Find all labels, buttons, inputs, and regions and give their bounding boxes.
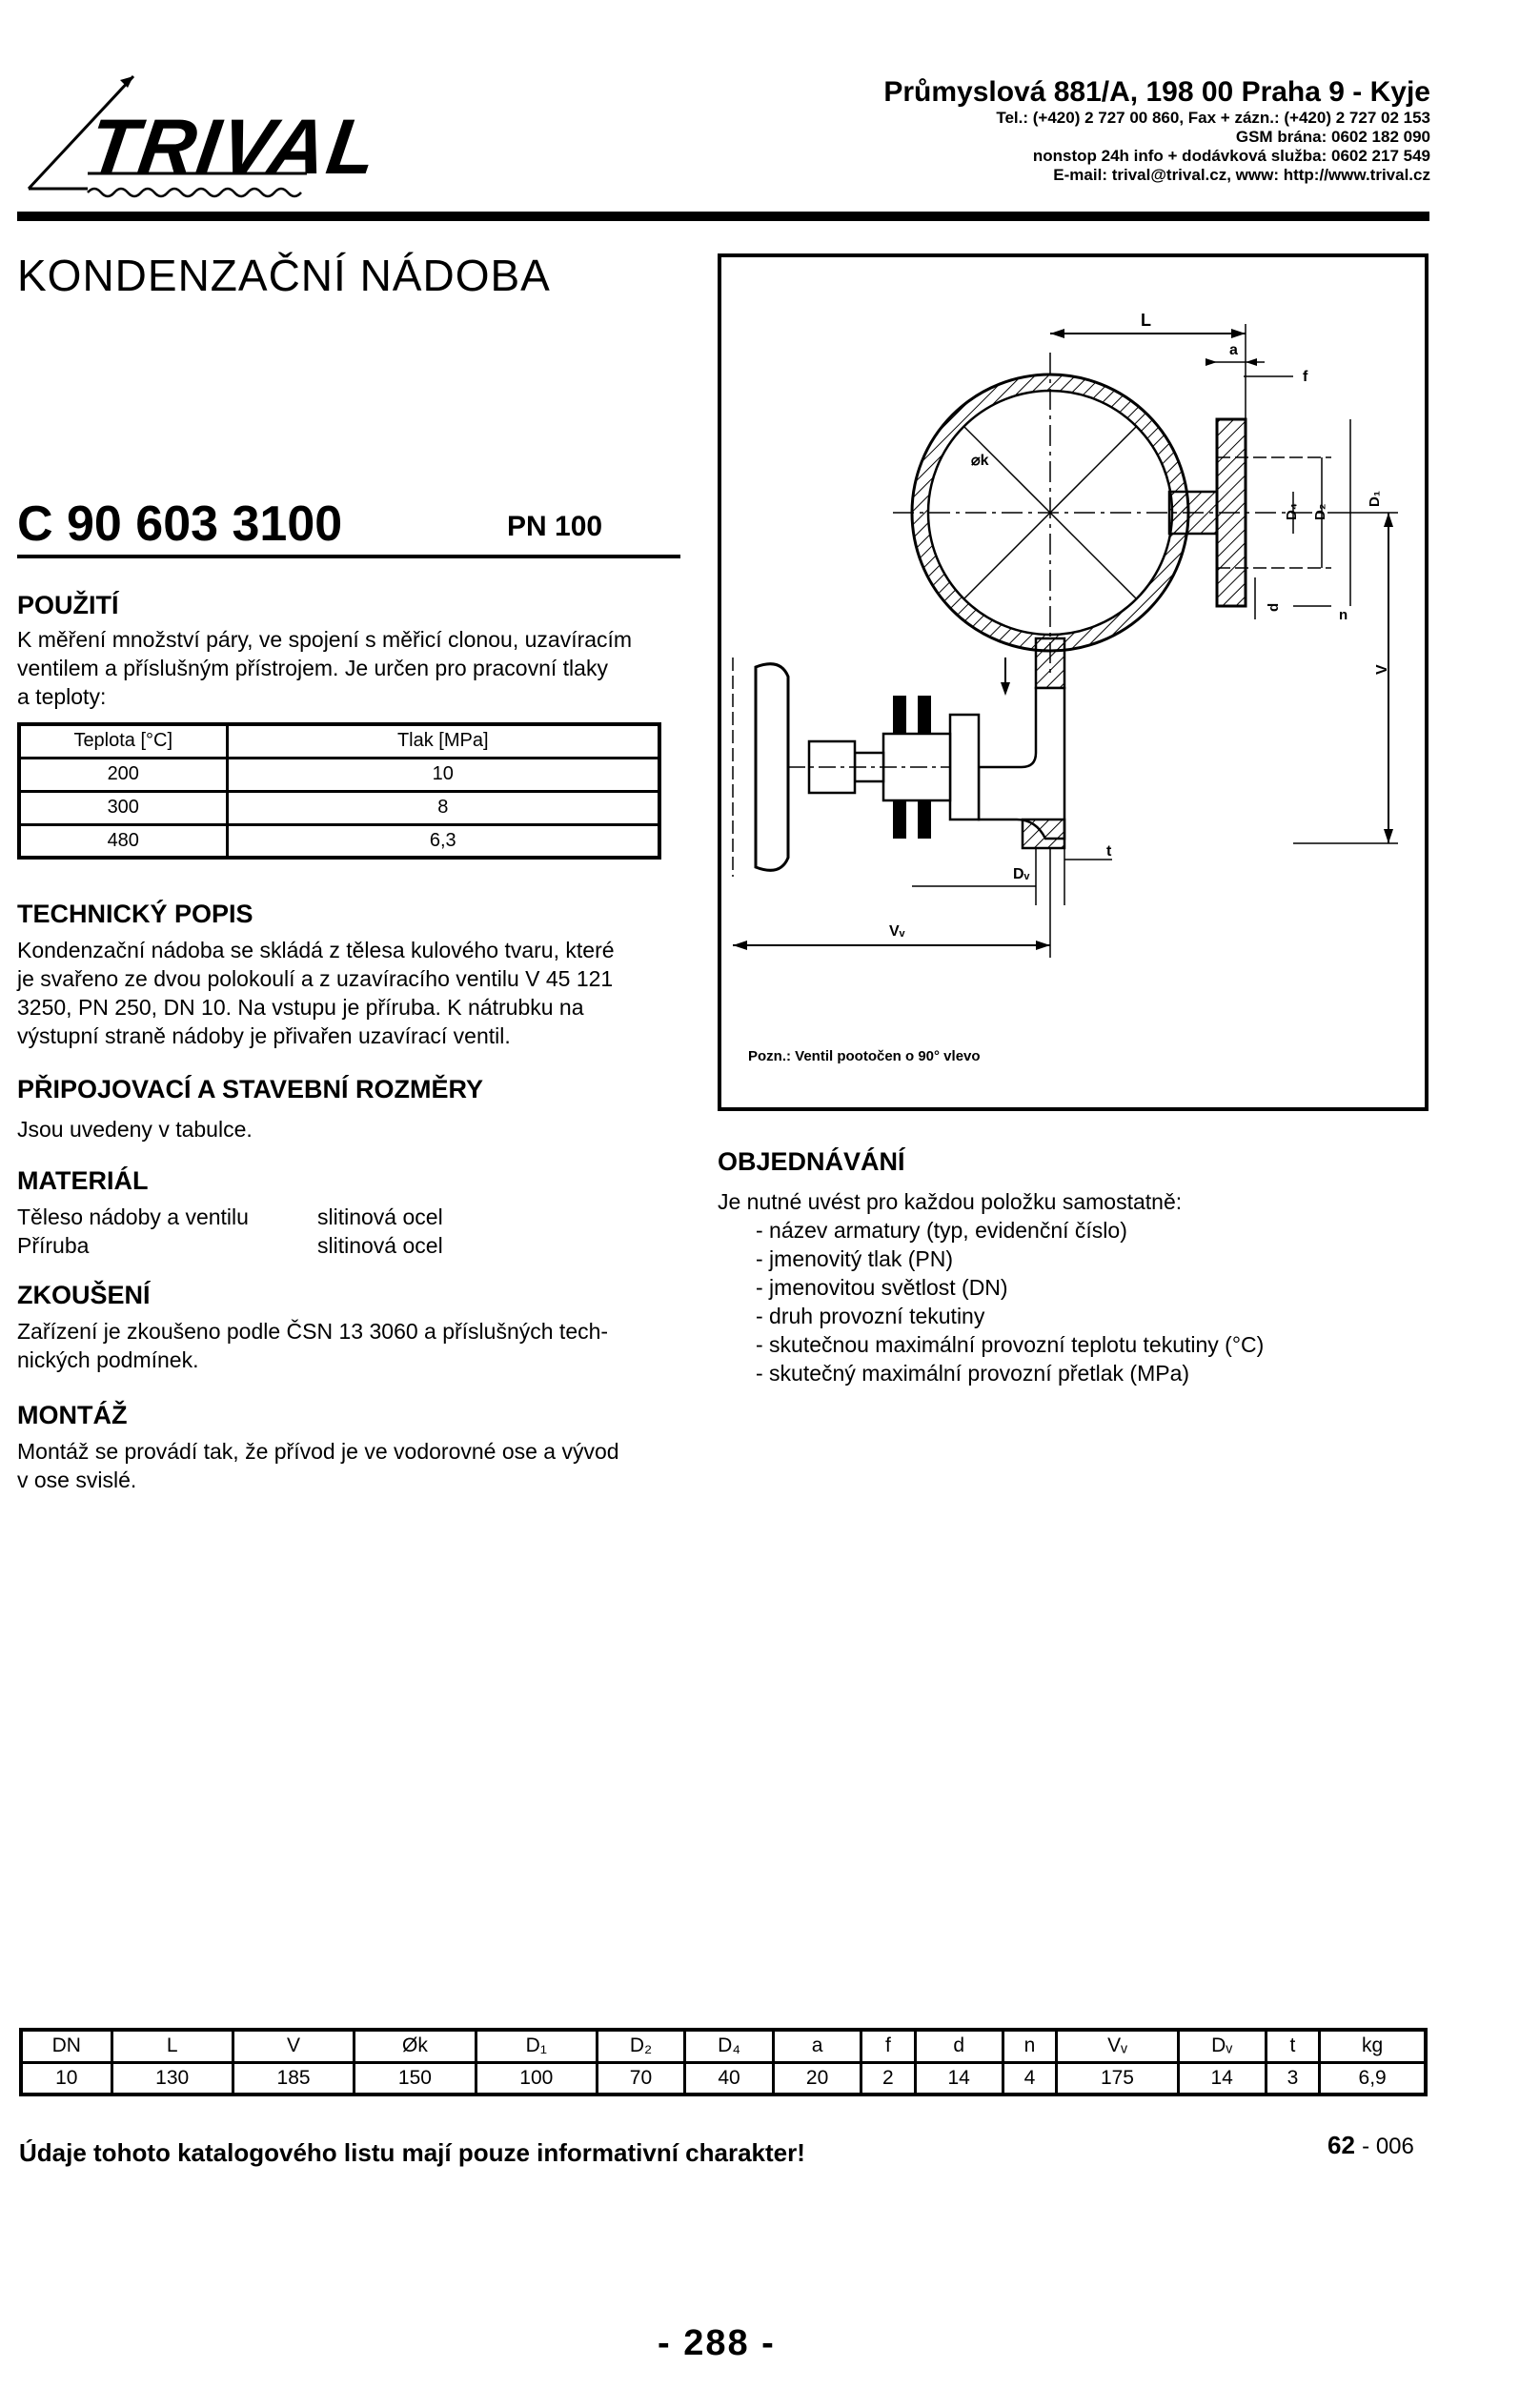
- table-cell: 20: [774, 2062, 861, 2095]
- table-row: [17, 1203, 443, 1231]
- testing-text: [17, 1317, 703, 1374]
- material-part: Příruba: [17, 1233, 90, 1258]
- table-cell: 10: [227, 758, 659, 791]
- table-row: [17, 1231, 443, 1260]
- catalog-code-sub: - 006: [1362, 2134, 1414, 2159]
- email-line: E-mail: trival@trival.cz, www: http://www.trival.cz: [1053, 166, 1430, 184]
- catalog-code: [1327, 2131, 1414, 2160]
- code-rule: [17, 555, 680, 558]
- tech-line: výstupní straně nádoby je přivařen uzavírací ventil.: [17, 1023, 511, 1048]
- dimensions-text: Jsou uvedeny v tabulce.: [17, 1117, 253, 1142]
- testing-line: Zařízení je zkoušeno podle ČSN 13 3060 a příslušných tech-: [17, 1319, 609, 1344]
- dim-label-V: V: [1374, 664, 1390, 675]
- product-code: C 90 603 3100: [17, 496, 343, 552]
- usage-heading: POUŽITÍ: [17, 591, 119, 619]
- material-part: Těleso nádoby a ventilu: [17, 1204, 249, 1229]
- table-cell: 14: [1178, 2062, 1266, 2095]
- table-cell: 14: [915, 2062, 1003, 2095]
- table-header: kg: [1320, 2030, 1426, 2062]
- table-header-row: [19, 724, 659, 758]
- table-header: t: [1266, 2030, 1320, 2062]
- table-header: f: [861, 2030, 916, 2062]
- dim-label-D4: D₄: [1284, 503, 1300, 520]
- table-header: Tlak [MPa]: [227, 724, 659, 758]
- testing-line: nických podmínek.: [17, 1347, 199, 1372]
- dim-label-Vv: Vᵥ: [889, 923, 905, 940]
- table-cell: 4: [1003, 2062, 1057, 2095]
- dim-label-D1: D₁: [1367, 490, 1383, 507]
- table-cell: 185: [233, 2062, 354, 2095]
- temperature-pressure-table: [17, 722, 661, 860]
- dimensions-heading: PŘIPOJOVACÍ A STAVEBNÍ ROZMĚRY: [17, 1075, 484, 1103]
- order-intro: Je nutné uvést pro každou položku samostatně:: [718, 1189, 1183, 1214]
- disclaimer: Údaje tohoto katalogového listu mají pouze informativní charakter!: [19, 2138, 805, 2167]
- table-header: d: [915, 2030, 1003, 2062]
- table-header: D₁: [476, 2030, 597, 2062]
- material-value: slitinová ocel: [317, 1204, 443, 1229]
- dim-label-k: ⌀k: [971, 453, 989, 469]
- logo-text: TRIVAL: [83, 104, 384, 191]
- list-item: - skutečný maximální provozní přetlak (MPa): [756, 1361, 1190, 1386]
- table-cell: 8: [227, 791, 659, 824]
- table-cell: 6,9: [1320, 2062, 1426, 2095]
- table-header: Dᵥ: [1178, 2030, 1266, 2062]
- table-cell: 70: [598, 2062, 685, 2095]
- usage-line: ventilem a příslušným přístrojem. Je určen pro pracovní tlaky: [17, 656, 608, 680]
- page-number: - 288 -: [658, 2323, 776, 2363]
- dim-label-Dv: Dᵥ: [1013, 866, 1030, 882]
- assembly-line: Montáž se provádí tak, že přívod je ve vodorovné ose a vývod: [17, 1439, 619, 1464]
- table-cell: 6,3: [227, 824, 659, 858]
- dim-label-L: L: [1141, 311, 1151, 330]
- table-header: Vᵥ: [1057, 2030, 1178, 2062]
- tech-heading: TECHNICKÝ POPIS: [17, 900, 253, 928]
- table-row: [21, 2062, 1426, 2095]
- table-cell: 200: [19, 758, 227, 791]
- list-item: - druh provozní tekutiny: [756, 1304, 985, 1328]
- order-heading: OBJEDNÁVÁNÍ: [718, 1147, 905, 1176]
- table-header: V: [233, 2030, 354, 2062]
- material-table: [17, 1203, 443, 1260]
- table-header: Øk: [355, 2030, 476, 2062]
- technical-drawing: [721, 257, 1425, 1107]
- assembly-text: [17, 1437, 703, 1494]
- table-row: [19, 824, 659, 858]
- table-row: [19, 758, 659, 791]
- material-heading: MATERIÁL: [17, 1166, 149, 1195]
- assembly-heading: MONTÁŽ: [17, 1401, 128, 1429]
- address-line: Průmyslová 881/A, 198 00 Praha 9 - Kyje: [883, 76, 1430, 108]
- usage-text: [17, 625, 684, 711]
- dim-label-D2: D₂: [1312, 503, 1328, 520]
- tech-text: [17, 936, 703, 1050]
- catalog-code-main: 62: [1327, 2131, 1355, 2159]
- tech-line: je svařeno ze dvou polokoulí a z uzavíracího ventilu V 45 121: [17, 966, 614, 991]
- list-item: - název armatury (typ, evidenční číslo): [756, 1218, 1127, 1243]
- list-item: - jmenovitý tlak (PN): [756, 1246, 954, 1271]
- header-rule: [17, 212, 1429, 221]
- pressure-nominal: PN 100: [507, 511, 603, 542]
- table-header: DN: [21, 2030, 111, 2062]
- table-row: [19, 791, 659, 824]
- testing-heading: ZKOUŠENÍ: [17, 1281, 151, 1309]
- nonstop-line: nonstop 24h info + dodávková služba: 0602 217 549: [1032, 147, 1430, 165]
- material-value: slitinová ocel: [317, 1233, 443, 1258]
- table-cell: 40: [684, 2062, 773, 2095]
- table-cell: 100: [476, 2062, 597, 2095]
- usage-line: K měření množství páry, ve spojení s měřicí clonou, uzavíracím: [17, 627, 633, 652]
- table-cell: 3: [1266, 2062, 1320, 2095]
- company-logo: [21, 71, 384, 204]
- assembly-line: v ose svislé.: [17, 1467, 137, 1492]
- table-header: D₂: [598, 2030, 685, 2062]
- table-cell: 300: [19, 791, 227, 824]
- dim-label-f: f: [1303, 369, 1308, 385]
- page-title: KONDENZAČNÍ NÁDOBA: [17, 251, 551, 300]
- table-cell: 10: [21, 2062, 111, 2095]
- table-header: n: [1003, 2030, 1057, 2062]
- company-address: [883, 76, 1430, 185]
- technical-drawing-frame: [718, 253, 1429, 1111]
- tech-line: Kondenzační nádoba se skládá z tělesa kulového tvaru, které: [17, 938, 615, 962]
- table-header: a: [774, 2030, 861, 2062]
- table-header: Teplota [°C]: [19, 724, 227, 758]
- phone-line: Tel.: (+420) 2 727 00 860, Fax + zázn.: (+420) 2 727 02 153: [996, 109, 1430, 127]
- list-item: - jmenovitou světlost (DN): [756, 1275, 1008, 1300]
- table-cell: 130: [111, 2062, 233, 2095]
- list-item: - skutečnou maximální provozní teplotu tekutiny (°C): [756, 1332, 1265, 1357]
- dim-label-d: d: [1266, 602, 1282, 612]
- table-cell: 480: [19, 824, 227, 858]
- table-cell: 175: [1057, 2062, 1178, 2095]
- dim-label-n: n: [1339, 607, 1348, 623]
- gsm-line: GSM brána: 0602 182 090: [1235, 128, 1430, 146]
- dim-label-t: t: [1106, 843, 1112, 860]
- order-list: [737, 1216, 1264, 1387]
- dim-label-a: a: [1229, 342, 1238, 358]
- table-cell: 2: [861, 2062, 916, 2095]
- table-header: D₄: [684, 2030, 773, 2062]
- table-header: L: [111, 2030, 233, 2062]
- dimension-table: [19, 2028, 1428, 2096]
- drawing-note: Pozn.: Ventil pootočen o 90° vlevo: [748, 1048, 981, 1064]
- table-header-row: [21, 2030, 1426, 2062]
- tech-line: 3250, PN 250, DN 10. Na vstupu je příruba. K nátrubku na: [17, 995, 584, 1020]
- table-cell: 150: [355, 2062, 476, 2095]
- usage-line: a teploty:: [17, 684, 107, 709]
